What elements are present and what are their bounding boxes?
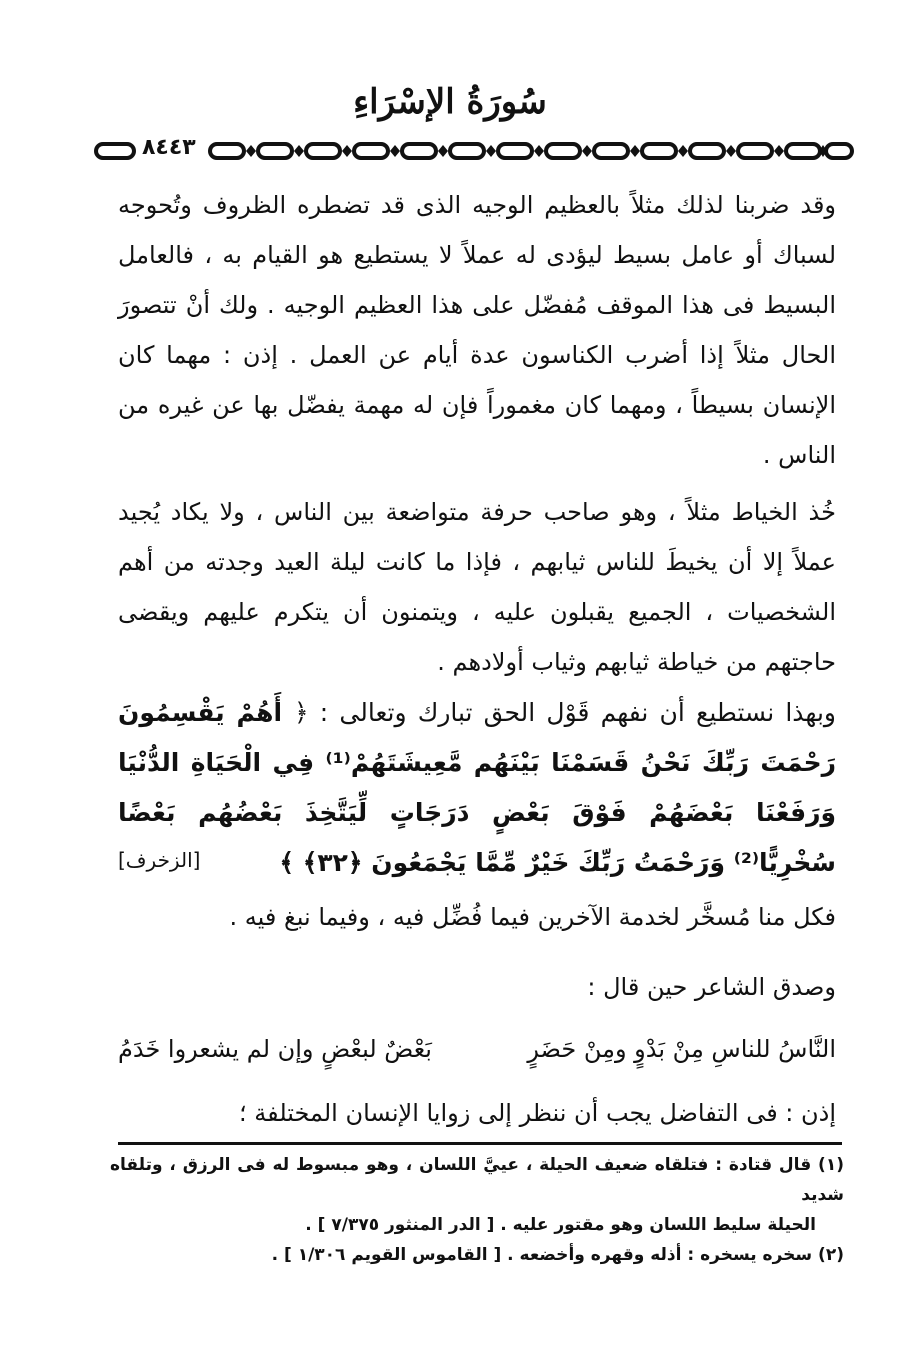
quran-verse: أَهُمْ يَقْسِمُونَ رَحْمَتَ رَبِّكَ نَحْنُ قَسَمْنَا بَيْنَهُم مَّعِيشَتَهُمْ⁽¹⁾ فِي الْحَيَاةِ الدُّنْيَا وَرَفَعْنَا بَعْضَهُمْ فَوْقَ بَعْضٍ دَرَجَاتٍ لِّيَتَّخِذَ بَعْضُهُم بَعْضًا سُخْرِيًّا⁽²⁾ وَرَحْمَتُ رَبِّكَ خَيْرٌ مِّمَّا يَجْمَعُونَ ﴿٣٢﴾ ﴾	[118, 698, 836, 877]
page-number: ٨٤٤٣	[138, 135, 200, 160]
verse-second-half: بَعْضٌ لبعْضٍ وإن لم يشعروا خَدَمُ	[118, 1035, 432, 1063]
paragraph-1: وقد ضربنا لذلك مثلاً بالعظيم الوجيه الذى قد تضطره الظروف وتُحوجه لسباك أو عامل بسيط ليؤدى له عملاً لا يستطيع هو القيام به ، فالعامل البسيط فى هذا الموقف مُفضّل على هذا العظيم الوجيه . ولك أنْ تتصورَ الحال مثلاً إذا أضرب الكناسون عدة أيام عن العمل . إذن : مهما كان الإنسان بسيطاً ، ومهما كان مغموراً فإن له مهمة يفضّل بها عن غيره من الناس .	[118, 191, 836, 469]
surah-title: سُورَةُ الإسْرَاءِ	[353, 82, 547, 122]
footnote-1-line-2: الحيلة سليط اللسان وهو مقتور عليه . [ الدر المنثور ٧/٣٧٥ ] .	[305, 1215, 816, 1235]
chain-border-icon	[92, 138, 857, 164]
ornamental-border	[92, 138, 857, 164]
footnote-2: (٢) سخره يسخره : أذله وقهره وأخضعه . [ القاموس القويم ١/٣٠٦ ] .	[271, 1245, 844, 1265]
text-line-2: وصدق الشاعر حين قال :	[587, 973, 836, 1001]
quran-quote	[118, 688, 836, 888]
poetry-verse	[118, 1024, 836, 1074]
footnote-1-line-1: (١) قال قتادة : فتلقاه ضعيف الحيلة ، عييَّ اللسان ، وهو مبسوط له فى الرزق ، وتلقاه شديد	[110, 1155, 844, 1205]
text-line-3: إذن : فى التفاضل يجب أن ننظر إلى زوايا الإنسان المختلفة ؛	[239, 1099, 836, 1127]
paragraph-2: خُذ الخياط مثلاً ، وهو صاحب حرفة متواضعة بين الناس ، ولا يكاد يُجيد عملاً إلا أن يخيطَ للناس ثيابهم ، فإذا ما كانت ليلة العيد وجدته من أهم الشخصيات ، الجميع يقبلون عليه ، ويتمنون أن يتكرم عليهم ويقضى حاجتهم من خياطة ثيابهم وثياب أولادهم .	[118, 498, 836, 676]
quran-reference: [الزخرف]	[118, 848, 201, 872]
footnote-divider	[118, 1142, 842, 1145]
text-line-1: فكل منا مُسخَّر لخدمة الآخرين فيما فُضِّل فيه ، وفيما نبغ فيه .	[229, 903, 836, 931]
footnotes	[110, 1150, 844, 1270]
quran-intro: وبهذا نستطيع أن نفهم قَوْل الحق تبارك وتعالى : ﴿	[293, 698, 836, 727]
verse-first-half: النَّاسُ للناسِ مِنْ بَدْوٍ ومِنْ حَضَرٍ	[527, 1035, 836, 1063]
